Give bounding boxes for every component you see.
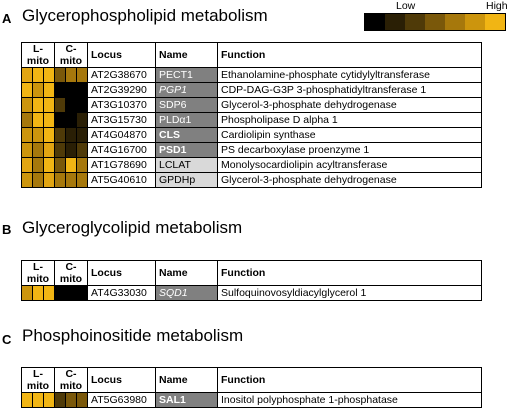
locus-cell: AT4G04870 bbox=[88, 128, 156, 143]
gene-name-cell: PGP1 bbox=[156, 83, 218, 98]
heatmap-cell bbox=[77, 128, 88, 143]
header-function: Function bbox=[218, 261, 482, 286]
locus-cell: AT1G78690 bbox=[88, 158, 156, 173]
heatmap-cell bbox=[44, 173, 55, 188]
locus-cell: AT3G15730 bbox=[88, 113, 156, 128]
table-header-row bbox=[22, 43, 482, 68]
heatmap-cell bbox=[55, 286, 66, 301]
gene-name-cell: SAL1 bbox=[156, 393, 218, 408]
table-row bbox=[22, 83, 482, 98]
section-b-title: Glyceroglycolipid metabolism bbox=[22, 218, 243, 237]
heatmap-cell bbox=[22, 173, 33, 188]
heatmap-cell bbox=[55, 83, 66, 98]
heatmap-cell bbox=[55, 143, 66, 158]
function-cell: Sulfoquinovosyldiacylglycerol 1 bbox=[218, 286, 482, 301]
header-l-mito: L-mito bbox=[22, 43, 55, 68]
heatmap-cell bbox=[33, 143, 44, 158]
legend-low-label: Low bbox=[396, 0, 416, 12]
heatmap-cell bbox=[22, 113, 33, 128]
heatmap-cell bbox=[66, 143, 77, 158]
heatmap-cell bbox=[44, 393, 55, 408]
legend-swatch bbox=[485, 14, 505, 30]
heatmap-cell bbox=[66, 113, 77, 128]
gene-name-cell: PSD1 bbox=[156, 143, 218, 158]
color-scale-legend bbox=[364, 0, 506, 31]
function-cell: Monolysocardiolipin acyltransferase bbox=[218, 158, 482, 173]
legend-swatch bbox=[425, 14, 445, 30]
header-name: Name bbox=[156, 261, 218, 286]
heatmap-cell bbox=[33, 98, 44, 113]
function-cell: Glycerol-3-phosphate dehydrogenase bbox=[218, 98, 482, 113]
heatmap-cell bbox=[22, 98, 33, 113]
heatmap-cell bbox=[33, 158, 44, 173]
heatmap-cell bbox=[55, 393, 66, 408]
heatmap-cell bbox=[44, 83, 55, 98]
header-locus: Locus bbox=[88, 368, 156, 393]
heatmap-cell bbox=[66, 68, 77, 83]
heatmap-cell bbox=[77, 113, 88, 128]
heatmap-cell bbox=[44, 286, 55, 301]
section-a-letter: A bbox=[2, 11, 12, 26]
table-row bbox=[22, 173, 482, 188]
gene-table-b bbox=[21, 260, 482, 301]
heatmap-cell bbox=[22, 68, 33, 83]
function-cell: CDP-DAG-G3P 3-phosphatidyltransferase 1 bbox=[218, 83, 482, 98]
heatmap-cell bbox=[66, 286, 77, 301]
function-cell: Phospholipase D alpha 1 bbox=[218, 113, 482, 128]
heatmap-cell bbox=[66, 158, 77, 173]
heatmap-cell bbox=[66, 393, 77, 408]
heatmap-cell bbox=[22, 393, 33, 408]
gene-name-cell: PECT1 bbox=[156, 68, 218, 83]
heatmap-cell bbox=[22, 83, 33, 98]
table-row bbox=[22, 158, 482, 173]
header-c-mito: C-mito bbox=[55, 43, 88, 68]
legend-swatch bbox=[445, 14, 465, 30]
table-row bbox=[22, 286, 482, 301]
heatmap-cell bbox=[44, 128, 55, 143]
heatmap-cell bbox=[44, 113, 55, 128]
header-c-mito: C-mito bbox=[55, 261, 88, 286]
heatmap-cell bbox=[77, 286, 88, 301]
heatmap-cell bbox=[66, 83, 77, 98]
heatmap-cell bbox=[33, 83, 44, 98]
heatmap-cell bbox=[22, 286, 33, 301]
header-function: Function bbox=[218, 43, 482, 68]
heatmap-cell bbox=[55, 158, 66, 173]
legend-swatch bbox=[465, 14, 485, 30]
heatmap-cell bbox=[44, 143, 55, 158]
section-b-letter: B bbox=[2, 222, 12, 237]
heatmap-cell bbox=[55, 128, 66, 143]
legend-high-label: High bbox=[486, 0, 508, 12]
table-row bbox=[22, 393, 482, 408]
header-locus: Locus bbox=[88, 261, 156, 286]
function-cell: Glycerol-3-phosphate dehydrogenase bbox=[218, 173, 482, 188]
function-cell: PS decarboxylase proenzyme 1 bbox=[218, 143, 482, 158]
header-locus: Locus bbox=[88, 43, 156, 68]
function-cell: Inositol polyphosphate 1-phosphatase bbox=[218, 393, 482, 408]
heatmap-cell bbox=[55, 68, 66, 83]
table-header-row bbox=[22, 261, 482, 286]
table-row bbox=[22, 113, 482, 128]
locus-cell: AT5G40610 bbox=[88, 173, 156, 188]
gene-name-cell: GPDHp bbox=[156, 173, 218, 188]
legend-swatch bbox=[365, 14, 385, 30]
heatmap-cell bbox=[77, 98, 88, 113]
heatmap-cell bbox=[33, 173, 44, 188]
heatmap-cell bbox=[22, 158, 33, 173]
locus-cell: AT2G39290 bbox=[88, 83, 156, 98]
section-c-letter: C bbox=[2, 332, 12, 347]
heatmap-cell bbox=[66, 173, 77, 188]
legend-swatch bbox=[405, 14, 425, 30]
section-a-title: Glycerophospholipid metabolism bbox=[22, 6, 268, 25]
table-row bbox=[22, 68, 482, 83]
heatmap-cell bbox=[55, 98, 66, 113]
gene-name-cell: PLDα1 bbox=[156, 113, 218, 128]
heatmap-cell bbox=[33, 113, 44, 128]
heatmap-cell bbox=[55, 173, 66, 188]
table-row bbox=[22, 143, 482, 158]
heatmap-cell bbox=[44, 68, 55, 83]
heatmap-cell bbox=[55, 113, 66, 128]
heatmap-cell bbox=[66, 98, 77, 113]
table-row bbox=[22, 98, 482, 113]
gene-name-cell: SQD1 bbox=[156, 286, 218, 301]
header-name: Name bbox=[156, 368, 218, 393]
heatmap-cell bbox=[33, 286, 44, 301]
heatmap-cell bbox=[22, 143, 33, 158]
heatmap-cell bbox=[33, 128, 44, 143]
gene-table-a bbox=[21, 42, 482, 188]
locus-cell: AT4G16700 bbox=[88, 143, 156, 158]
heatmap-cell bbox=[33, 68, 44, 83]
heatmap-cell bbox=[44, 98, 55, 113]
locus-cell: AT4G33030 bbox=[88, 286, 156, 301]
heatmap-cell bbox=[77, 158, 88, 173]
heatmap-cell bbox=[44, 158, 55, 173]
table-header-row bbox=[22, 368, 482, 393]
heatmap-cell bbox=[77, 173, 88, 188]
heatmap-cell bbox=[77, 143, 88, 158]
gene-name-cell: SDP6 bbox=[156, 98, 218, 113]
heatmap-cell bbox=[66, 128, 77, 143]
header-c-mito: C-mito bbox=[55, 368, 88, 393]
function-cell: Cardiolipin synthase bbox=[218, 128, 482, 143]
heatmap-cell bbox=[77, 68, 88, 83]
header-l-mito: L-mito bbox=[22, 261, 55, 286]
header-function: Function bbox=[218, 368, 482, 393]
heatmap-cell bbox=[33, 393, 44, 408]
heatmap-cell bbox=[22, 128, 33, 143]
header-name: Name bbox=[156, 43, 218, 68]
locus-cell: AT3G10370 bbox=[88, 98, 156, 113]
legend-swatch bbox=[385, 14, 405, 30]
gene-name-cell: LCLAT bbox=[156, 158, 218, 173]
header-l-mito: L-mito bbox=[22, 368, 55, 393]
section-c-title: Phosphoinositide metabolism bbox=[22, 326, 244, 345]
locus-cell: AT2G38670 bbox=[88, 68, 156, 83]
table-row bbox=[22, 128, 482, 143]
heatmap-cell bbox=[77, 393, 88, 408]
heatmap-cell bbox=[77, 83, 88, 98]
locus-cell: AT5G63980 bbox=[88, 393, 156, 408]
function-cell: Ethanolamine-phosphate cytidylyltransferase bbox=[218, 68, 482, 83]
gene-name-cell: CLS bbox=[156, 128, 218, 143]
